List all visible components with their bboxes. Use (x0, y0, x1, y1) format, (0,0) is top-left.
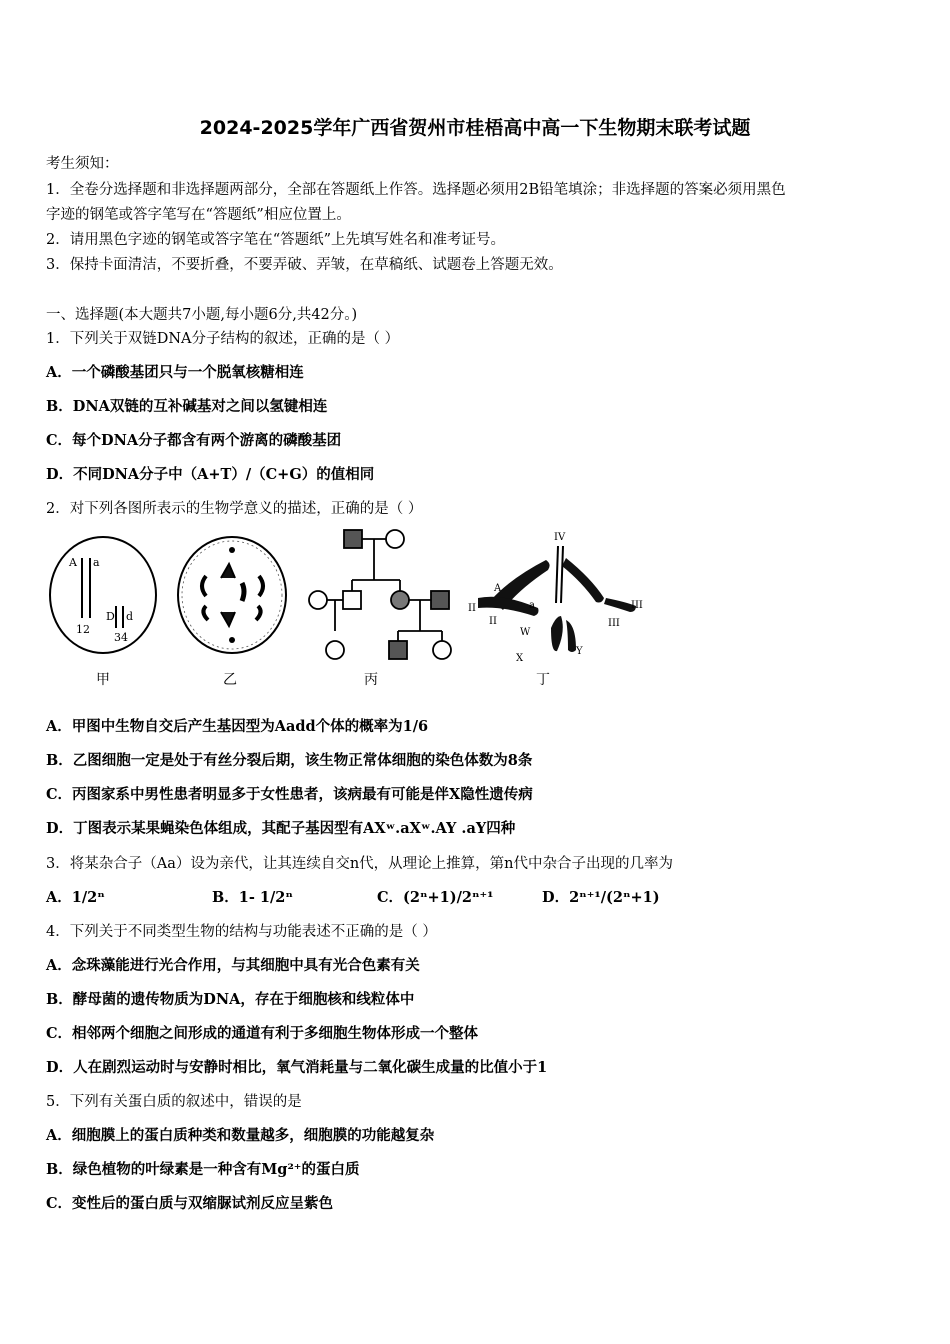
notice-item: 1．全卷分选择题和非选择题两部分，全部在答题纸上作答。选择题必须用2B铅笔填涂；非选择题的答案必须用黑色 (46, 182, 786, 198)
q1-stem: 1．下列关于双链DNA分子结构的叙述，正确的是（ ） (46, 331, 400, 347)
q5-option-a: A．细胞膜上的蛋白质种类和数量越多，细胞膜的功能越复杂 (46, 1127, 435, 1144)
page-title: 2024-2025学年广西省贺州市桂梧高中高一下生物期末联考试题 (199, 117, 751, 139)
q1-option-c: C．每个DNA分子都含有两个游离的磷酸基团 (46, 432, 342, 449)
fig-label: 34 (114, 631, 128, 644)
q3-option-a: A．1/2ⁿ (46, 889, 105, 906)
notice-heading: 考生须知： (46, 156, 119, 172)
q5-stem: 5．下列有关蛋白质的叙述中，错误的是 (46, 1094, 302, 1110)
fig-label: X (516, 653, 524, 664)
q2-option-d: D．丁图表示某果蝇染色体组成，其配子基因型有AXʷ.aXʷ.AY .aY四种 (46, 820, 516, 837)
figure-ding (468, 532, 643, 664)
fig-label: W (520, 627, 531, 638)
fig-label: IV (554, 532, 566, 543)
notice-item: 3．保持卡面清洁，不要折叠，不要弄破、弄皱，在草稿纸、试题卷上答题无效。 (46, 257, 563, 273)
q3-option-d: D．2ⁿ⁺¹/(2ⁿ+1) (542, 889, 660, 906)
fig-label: III (608, 618, 620, 629)
q2-stem: 2．对下列各图所表示的生物学意义的描述，正确的是（ ） (46, 501, 423, 517)
q4-stem: 4．下列关于不同类型生物的结构与功能表述不正确的是（ ） (46, 924, 437, 940)
fig-label: 12 (76, 623, 90, 636)
fig-label: II (489, 616, 497, 627)
figure-caption: 丁 (536, 672, 550, 688)
fig-label: a (93, 556, 100, 569)
q5-option-c: C．变性后的蛋白质与双缩脲试剂反应呈紫色 (46, 1195, 334, 1212)
fig-label: A (69, 556, 77, 569)
q4-option-d: D．人在剧烈运动时与安静时相比，氧气消耗量与二氧化碳生成量的比值小于1 (46, 1059, 548, 1076)
q3-option-b: B．1- 1/2ⁿ (212, 889, 293, 906)
fig-label: a (529, 600, 535, 611)
q2-option-a: A．甲图中生物自交后产生基因型为Aadd个体的概率为1/6 (46, 718, 429, 735)
q2-figure (46, 528, 666, 698)
q1-option-d: D．不同DNA分子中（A+T）/（C+G）的值相同 (46, 466, 375, 483)
q3-stem: 3．将某杂合子（Aa）设为亲代，让其连续自交n代，从理论上推算，第n代中杂合子出现的几率为 (46, 856, 674, 872)
q3-option-c: C．(2ⁿ+1)/2ⁿ⁺¹ (377, 889, 494, 906)
fig-label: Y (576, 646, 583, 657)
figure-yi (178, 537, 286, 653)
notice-item: 2．请用黑色字迹的钢笔或答字笔在“答题纸”上先填写姓名和准考证号。 (46, 232, 506, 248)
figure-caption: 甲 (96, 672, 110, 688)
q4-option-c: C．相邻两个细胞之间形成的通道有利于多细胞生物体形成一个整体 (46, 1025, 479, 1042)
q5-option-b: B．绿色植物的叶绿素是一种含有Mg²⁺的蛋白质 (46, 1161, 360, 1178)
figure-caption: 乙 (223, 672, 237, 688)
section-heading: 一、选择题(本大题共7小题,每小题6分,共42分。) (46, 307, 358, 323)
fig-label: III (631, 600, 643, 611)
q4-option-b: B．酵母菌的遗传物质为DNA，存在于细胞核和线粒体中 (46, 991, 415, 1008)
q2-option-c: C．丙图家系中男性患者明显多于女性患者，该病最有可能是伴X隐性遗传病 (46, 786, 533, 803)
q1-option-a: A．一个磷酸基团只与一个脱氧核糖相连 (46, 364, 304, 381)
q4-option-a: A．念珠藻能进行光合作用，与其细胞中具有光合色素有关 (46, 957, 420, 974)
fig-label: II (468, 603, 476, 614)
fig-label: d (126, 610, 134, 623)
figure-bing (309, 530, 451, 659)
figure-jia (50, 537, 156, 653)
figure-caption: 丙 (364, 672, 378, 688)
q2-option-b: B．乙图细胞一定是处于有丝分裂后期，该生物正常体细胞的染色体数为8条 (46, 752, 533, 769)
fig-label: A (494, 583, 502, 594)
q1-option-b: B．DNA双链的互补碱基对之间以氢键相连 (46, 398, 328, 415)
fig-label: D (106, 610, 115, 623)
notice-item: 字迹的钢笔或答字笔写在“答题纸”相应位置上。 (46, 207, 351, 223)
